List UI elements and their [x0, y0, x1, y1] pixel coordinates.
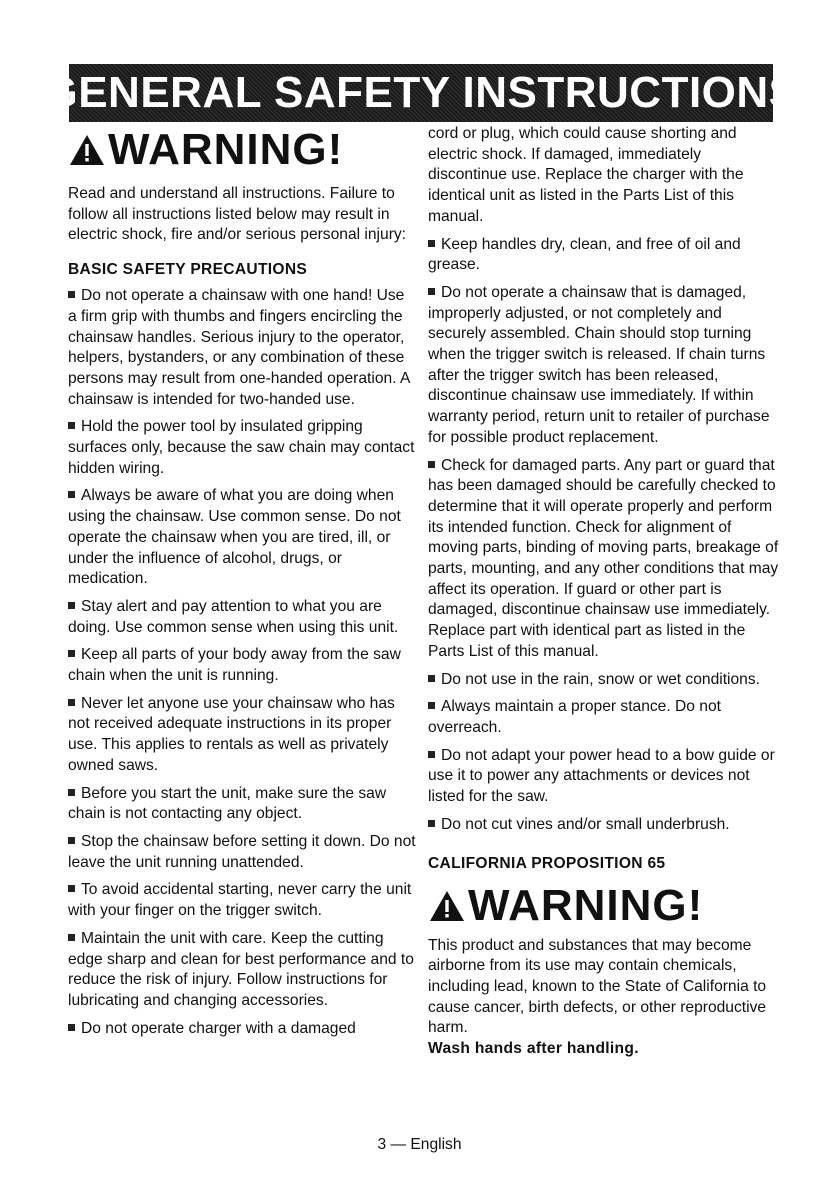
page-title: GENERAL SAFETY INSTRUCTIONS	[43, 68, 799, 117]
bullet-square-icon	[428, 702, 435, 709]
prop65-warning-header	[428, 880, 780, 930]
wash-hands-note: Wash hands after handling.	[428, 1040, 639, 1058]
intro-text: Read and understand all instructions. Failure to follow all instructions listed below may result in electric shock, fire and/or serious personal injury:	[68, 185, 407, 244]
bullet-square-icon	[428, 675, 435, 682]
bullet-square-icon	[68, 885, 75, 892]
list-item: Keep all parts of your body away from the saw chain when the unit is running.	[68, 646, 401, 685]
prop65-heading: CALIFORNIA PROPOSITION 65	[428, 854, 666, 872]
warning-triangle-icon	[428, 889, 466, 923]
bullet-square-icon	[68, 837, 75, 844]
list-item: Stay alert and pay attention to what you are doing. Use common sense when using this unit.	[68, 597, 399, 636]
list-item: Do not adapt your power head to a bow guide or use it to power any attachments or devices not listed for the saw.	[428, 746, 775, 806]
bullet-square-icon	[68, 602, 75, 609]
bullet-square-icon	[68, 650, 75, 657]
continued-text: cord or plug, which could cause shorting and electric shock. If damaged, immediately discontinue use. Replace the charger with the identical unit as listed in the Parts List of this manual.	[428, 125, 744, 225]
title-banner	[43, 64, 799, 122]
page-footer: 3 — English	[377, 1136, 462, 1153]
prop65-text: This product and substances that may become airborne from its use may contain chemicals, including lead, known to the State of California to cause cancer, birth defects, or other reproductive harm. Wash hands after handling.	[428, 936, 767, 1058]
bullet-square-icon	[428, 461, 435, 468]
list-item: Stop the chainsaw before setting it down. Do not leave the unit running unattended.	[68, 832, 416, 871]
list-item: Never let anyone use your chainsaw who has not received adequate instructions in its proper use. This applies to rentals as well as privately owned saws.	[68, 694, 395, 774]
list-item: Keep handles dry, clean, and free of oil and grease.	[428, 235, 741, 274]
list-item: Maintain the unit with care. Keep the cutting edge sharp and clean for best performance and to reduce the risk of injury. Follow instructions for lubricating and changing accessories.	[68, 929, 414, 1009]
bullet-square-icon	[68, 491, 75, 498]
bullet-square-icon	[68, 699, 75, 706]
bullet-square-icon	[428, 240, 435, 247]
list-item: Always be aware of what you are doing when using the chainsaw. Use common sense. Do not operate the chainsaw when you are tired, ill, or under the influence of alcohol, drugs, or medication.	[68, 487, 401, 588]
list-item: Check for damaged parts. Any part or guard that has been damaged should be carefully checked to determine that it will operate properly and perform its intended function. Check for alignment of moving parts, binding of moving parts, breakage of parts, mounting, and any other conditions that may affect its operation. If guard or other part is damaged, discontinue chainsaw use immediately. Replace part with identical part as listed in the Parts List of this manual.	[428, 456, 779, 660]
basic-safety-heading: BASIC SAFETY PRECAUTIONS	[68, 261, 308, 279]
list-item: Do not operate charger with a damaged	[68, 1019, 416, 1040]
warning-triangle-icon	[68, 133, 106, 167]
list-item: Do not use in the rain, snow or wet conditions.	[428, 670, 780, 691]
list-item: Do not cut vines and/or small underbrush.	[428, 815, 780, 836]
right-column	[428, 124, 780, 1060]
bullet-square-icon	[68, 934, 75, 941]
warning-header	[68, 125, 416, 174]
bullet-square-icon	[428, 288, 435, 295]
list-item: Before you start the unit, make sure the saw chain is not contacting any object.	[68, 784, 387, 823]
list-item: Hold the power tool by insulated gripping surfaces only, because the saw chain may contact hidden wiring.	[68, 418, 415, 477]
list-item: To avoid accidental starting, never carry the unit with your finger on the trigger switch.	[68, 881, 412, 920]
list-item: Do not operate a chainsaw with one hand! Use a firm grip with thumbs and fingers encircling the chainsaw handles. Serious injury to the operator, helpers, bystanders, or any combination of these persons may result from one-handed operation. A chainsaw is intended for two-handed use.	[68, 287, 410, 408]
list-item: Always maintain a proper stance. Do not overreach.	[428, 698, 721, 736]
bullet-square-icon	[68, 1024, 75, 1031]
left-column	[68, 125, 416, 1046]
bullet-square-icon	[68, 291, 75, 298]
warning-label: WARNING!	[108, 125, 344, 174]
warning-label: WARNING!	[468, 880, 704, 930]
bullet-square-icon	[68, 422, 75, 429]
bullet-square-icon	[68, 789, 75, 796]
bullet-square-icon	[428, 820, 435, 827]
list-item: Do not operate a chainsaw that is damaged, improperly adjusted, or not completely and securely assembled. Chain should stop turning when the trigger switch is released. If chain turns after the trigger switch has been released, discontinue chainsaw use immediately. If within warranty period, return unit to retailer of purchase for possible product replacement.	[428, 283, 770, 446]
bullet-square-icon	[428, 751, 435, 758]
